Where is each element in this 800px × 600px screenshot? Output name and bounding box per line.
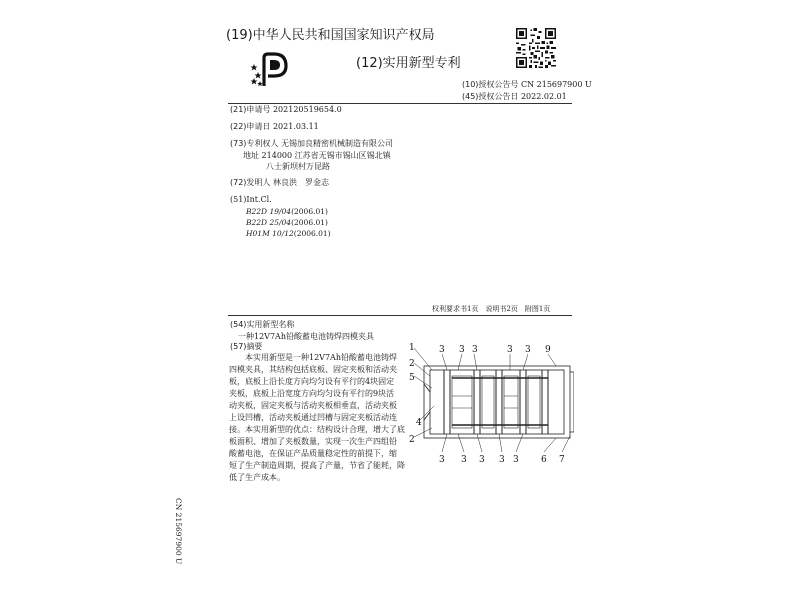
publication-date-label: (45)授权公告日	[462, 92, 519, 101]
callout-label: 3	[461, 455, 467, 465]
callout-label: 1	[409, 343, 415, 353]
abstract-section-label: (57)摘要	[230, 342, 263, 351]
callout-label: 6	[541, 455, 547, 465]
abstract-text	[229, 352, 410, 484]
publication-number	[462, 79, 592, 90]
patentee	[230, 138, 393, 149]
body-divider	[228, 315, 572, 316]
abstract-line: 动夹板，固定夹板与活动夹板相垂直，活动夹板	[229, 401, 397, 410]
callout-label: 3	[525, 345, 531, 355]
application-number-value: 202120519654.0	[272, 105, 342, 114]
ipc-version: (2006.01)	[291, 218, 328, 227]
intcl-label: (51)Int.Cl.	[230, 195, 272, 204]
application-number-label: (21)申请号	[230, 105, 271, 114]
callout-label: 9	[545, 345, 551, 355]
callout-label: 2	[409, 359, 415, 369]
abstract-line: 本实用新型是一种12V7Ah铅酸蓄电池铸焊	[245, 353, 397, 362]
application-date	[230, 121, 319, 132]
utility-model-title: 一种12V7Ah铅酸蓄电池铸焊四模夹具	[238, 332, 374, 341]
callout-label: 3	[472, 345, 478, 355]
abstract-line: 短了生产制造周期，提高了产量，节省了能耗，降	[229, 461, 405, 470]
address	[243, 150, 391, 161]
callout-label: 3	[499, 455, 505, 465]
application-number	[230, 104, 342, 115]
ipc-version: (2006.01)	[293, 229, 331, 238]
callout-label: 3	[439, 455, 445, 465]
side-publication-code: CN 215697900 U	[174, 498, 183, 565]
publication-date-value: 2022.02.01	[520, 92, 567, 101]
patentee-label: (73)专利权人	[230, 139, 279, 148]
ipc-code: H01M 10/12	[246, 229, 294, 238]
cnipa-logo	[250, 52, 292, 88]
publication-date	[462, 91, 567, 102]
ipc-row	[246, 218, 328, 227]
inventors	[230, 177, 329, 188]
ipc-version: (2006.01)	[291, 207, 328, 216]
callout-label: 3	[459, 345, 465, 355]
pages-info: 权利要求书1页 说明书2页 附图1页	[432, 305, 551, 313]
abstract-line: 板面积、增加了夹板数量，实现一次生产四组铅	[229, 437, 397, 446]
callout-label: 5	[409, 373, 415, 383]
address-line1: 214000 江苏省无锡市锡山区锡北镇	[261, 151, 391, 160]
callout-label: 4	[416, 418, 422, 428]
callout-label: 7	[559, 455, 565, 465]
publication-number-value: CN 215697900 U	[520, 80, 592, 89]
abstract-line: 低了生产成本。	[229, 473, 285, 482]
callout-label: 3	[507, 345, 513, 355]
application-date-value: 2021.03.11	[272, 122, 319, 131]
inventor-value: 林良洪 罗金志	[272, 178, 329, 187]
patentee-value: 无锡加良精密机械制造有限公司	[280, 139, 393, 148]
inventor-label: (72)发明人	[230, 178, 271, 187]
publication-number-label: (10)授权公告号	[462, 80, 519, 89]
ipc-code: B22D 25/04	[246, 218, 292, 227]
callout-label: 2	[409, 435, 415, 445]
abstract-line: 接。本实用新型的优点：结构设计合理，增大了底	[229, 425, 405, 434]
ipc-row	[246, 229, 331, 238]
ipc-row	[246, 207, 328, 216]
address-line2: 八士新坝村万昆路	[266, 162, 330, 171]
abstract-line: 板，底板上沿长度方向均匀设有平行的4块固定	[229, 377, 395, 386]
callout-label: 3	[513, 455, 519, 465]
abstract-line: 酸蓄电池，在保证产品质量稳定性的前提下，缩	[229, 449, 397, 458]
abstract-line: 上设凹槽，活动夹板通过凹槽与固定夹板活动连	[229, 413, 397, 422]
application-date-label: (22)申请日	[230, 122, 271, 131]
patent-type: (12)实用新型专利	[356, 56, 461, 71]
title-section-label: (54)实用新型名称	[230, 320, 295, 329]
ipc-code: B22D 19/04	[246, 207, 292, 216]
qr-code-icon	[516, 28, 556, 68]
abstract-line: 四模夹具，其结构包括底板、固定夹板和活动夹	[229, 365, 397, 374]
address-label: 地址	[243, 151, 259, 160]
callout-label: 3	[479, 455, 485, 465]
fixture-drawing	[406, 336, 574, 472]
office-name: (19)中华人民共和国国家知识产权局	[226, 28, 435, 43]
abstract-line: 夹板，底板上沿宽度方向均匀设有平行的9块活	[229, 389, 395, 398]
callout-label: 3	[439, 345, 445, 355]
